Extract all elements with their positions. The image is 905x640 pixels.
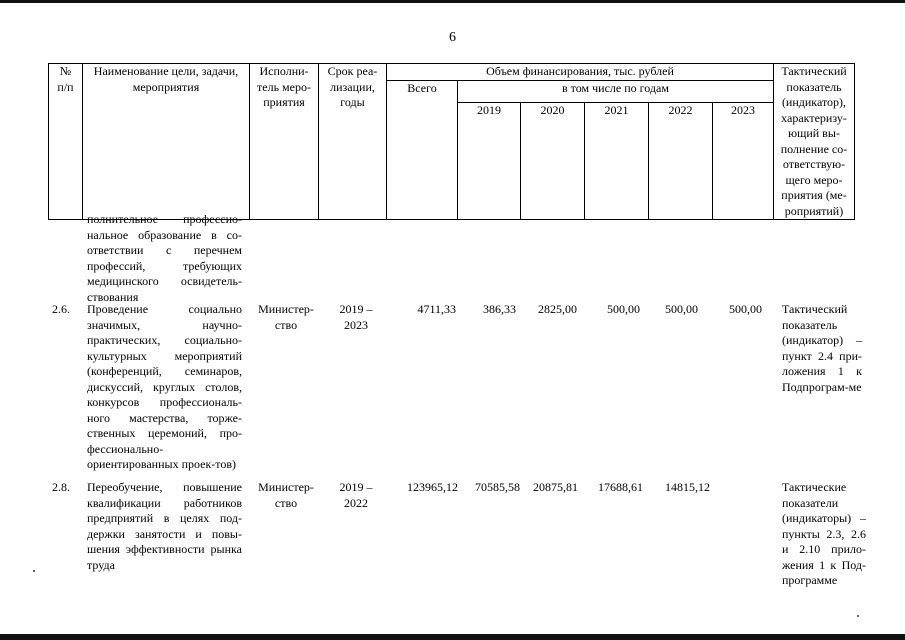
- header-year-2020: 2020: [521, 103, 585, 220]
- bottom-border: [0, 634, 905, 640]
- row-name: Переобучение, повышение квалификации работников предприятий в целях под-держки занятости и повы-шения эффективности рынка труда: [87, 480, 242, 572]
- row-total: 123965,12: [407, 480, 458, 494]
- continuation-text: полнительное профессио-нальное образование в со-ответствии с перечнем профессий, требующих медицинского освидетель-ствования: [87, 212, 242, 304]
- header-by-years: в том числе по годам: [458, 80, 774, 103]
- row-2022: 500,00: [665, 302, 698, 316]
- row-2020: 2825,00: [538, 302, 577, 316]
- header-financing: Объем финансирования, тыс. рублей: [387, 64, 774, 81]
- row-name: Проведение социально значимых, научно-практических, социально-культурных мероприятий (конференций, семинаров, дискуссий, круглых столов, конкурсов профессиональ-ного мастерства, торже-ственных церемоний, про-фессионально-ориентированных проек-тов): [87, 302, 242, 471]
- row-indicator: Тактические показатели (индикаторы) – пункты 2.3, 2.6 и 2.10 прило-жения 1 к Под-программе: [782, 480, 866, 587]
- row-2021: 500,00: [607, 302, 640, 316]
- top-border: [0, 0, 905, 3]
- header-executor: Исполни-тель меро-приятия: [250, 64, 319, 220]
- row-2019: 386,33: [483, 302, 516, 316]
- header-indicator: Тактический показатель (индикатор), характеризу-ющий вы-полнение со-ответствую-щего меро-приятия (ме-роприятий): [774, 64, 855, 220]
- row-2021: 17688,61: [598, 480, 643, 494]
- row-executor: Министер-ство: [258, 480, 314, 510]
- page-number: 6: [449, 30, 456, 45]
- scan-speck: [33, 570, 35, 572]
- row-indicator: Тактический показатель (индикатор) – пункт 2.4 при-ложения 1 к Подпрограм-ме: [782, 302, 862, 394]
- row-2019: 70585,58: [475, 480, 520, 494]
- table-header: [48, 63, 855, 220]
- row-term: 2019 – 2022: [339, 480, 373, 510]
- scan-speck: [857, 615, 859, 617]
- row-2020: 20875,81: [533, 480, 578, 494]
- header-total: Всего: [387, 80, 458, 220]
- row-term: 2019 – 2023: [339, 302, 373, 332]
- row-num: 2.8.: [52, 480, 70, 494]
- header-year-2021: 2021: [585, 103, 649, 220]
- row-2023: 500,00: [729, 302, 762, 316]
- header-term: Срок реа-лизации, годы: [319, 64, 387, 220]
- header-num: № п/п: [49, 64, 83, 220]
- header-year-2022: 2022: [649, 103, 713, 220]
- row-2022: 14815,12: [665, 480, 710, 494]
- header-name: Наименование цели, задачи, мероприятия: [83, 64, 250, 220]
- header-year-2023: 2023: [713, 103, 774, 220]
- row-num: 2.6.: [52, 302, 70, 316]
- header-year-2019: 2019: [458, 103, 521, 220]
- row-executor: Министер-ство: [258, 302, 314, 332]
- row-total: 4711,33: [417, 302, 456, 316]
